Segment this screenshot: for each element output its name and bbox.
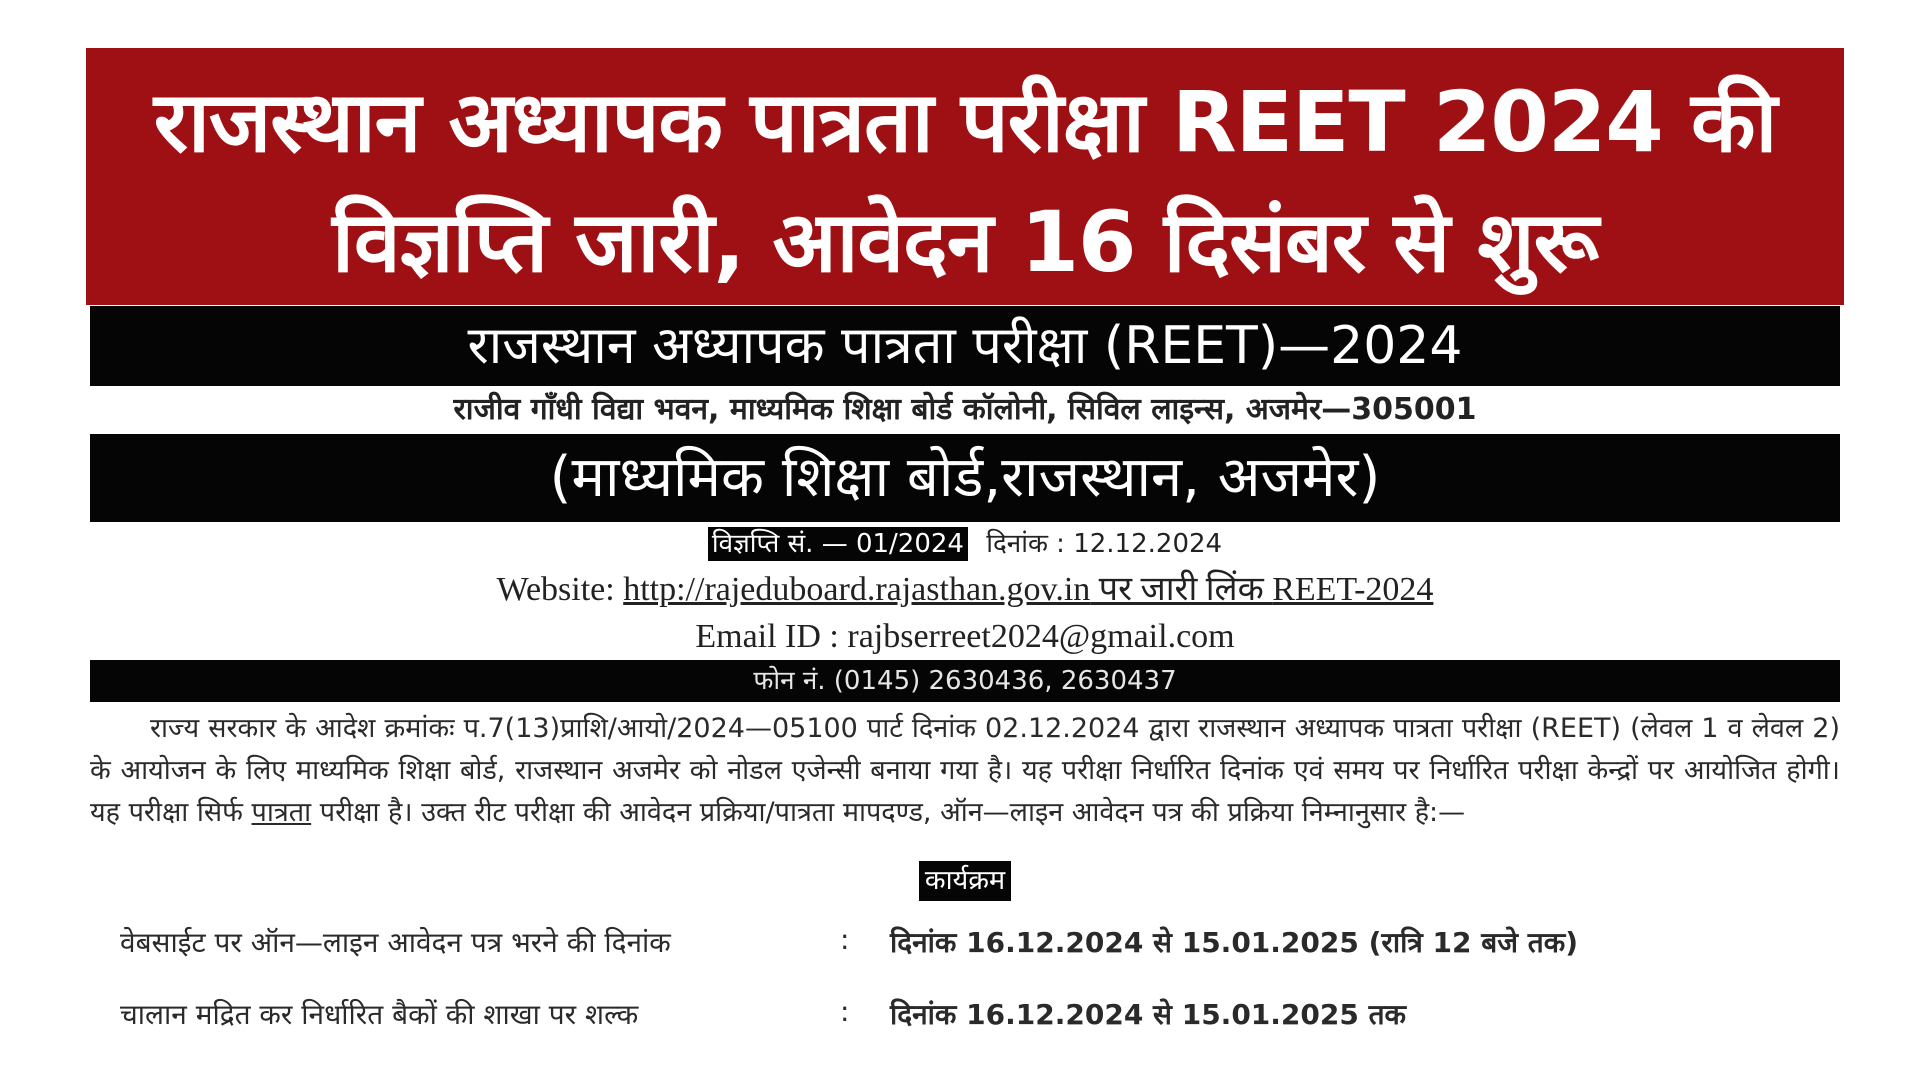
headline-banner: [86, 48, 1844, 305]
website-prefix: Website:: [496, 571, 624, 608]
headline-line-2: विज्ञप्ति जारी, आवेदन 16 दिसंबर से शुरू: [332, 193, 1598, 291]
exam-title-bar: राजस्थान अध्यापक पात्रता परीक्षा (REET)—2024: [90, 306, 1840, 386]
notice-number: विज्ञप्ति सं. — 01/2024: [708, 527, 968, 561]
website-suffix-link: REET-2024: [1272, 571, 1434, 608]
notification-document: [90, 306, 1840, 1049]
program-heading: कार्यक्रम: [919, 861, 1011, 901]
website-url: http://rajeduboard.rajasthan.gov.in: [623, 571, 1091, 608]
schedule-value: दिनांक 16.12.2024 से 15.01.2025 तक: [890, 998, 1407, 1031]
website-suffix-plain: पर जारी लिंक: [1090, 571, 1273, 608]
schedule-row: [90, 977, 1840, 1049]
board-name-bar: (माध्यमिक शिक्षा बोर्ड,राजस्थान, अजमेर): [90, 434, 1840, 522]
board-address: राजीव गाँधी विद्या भवन, माध्यमिक शिक्षा बोर्ड कॉलोनी, सिविल लाइन्स, अजमेर—305001: [453, 392, 1477, 427]
schedule-label: चालान मद्रित कर निर्धारित बैकों की शाखा पर शल्क: [120, 998, 639, 1031]
paragraph-part-2: परीक्षा है। उक्त रीट परीक्षा की आवेदन प्रक्रिया/पात्रता मापदण्ड, ऑन—लाइन आवेदन पत्र की प्रक्रिया निम्नानुसार है:—: [311, 797, 1466, 828]
schedule-label: वेबसाईट पर ऑन—लाइन आवेदन पत्र भरने की दिनांक: [120, 926, 671, 959]
paragraph-underlined: पात्रता: [251, 797, 312, 828]
notice-date: दिनांक : 12.12.2024: [986, 529, 1223, 559]
schedule-colon: :: [840, 923, 850, 956]
notice-reference: [90, 522, 1840, 566]
schedule-colon: :: [840, 995, 850, 1028]
schedule-row: [90, 905, 1840, 977]
schedule-value: दिनांक 16.12.2024 से 15.01.2025 (रात्रि 12 बजे तक): [890, 926, 1579, 959]
paragraph-part-1: राज्य सरकार के आदेश क्रमांकः प.7(13)प्राशि/आयो/2024—05100 पार्ट दिनांक 02.12.2024 द्वारा राजस्थान अध्यापक पात्रता परीक्षा (REET) (लेवल 1 व लेवल 2) के आयोजन के लिए माध्यमिक शिक्षा बोर्ड, राजस्थान अजमेर को नोडल एजेन्सी बनाया गया है। यह परीक्षा निर्धारित दिनांक एवं समय पर निर्धारित परीक्षा केन्द्रों पर आयोजित होगी। यह परीक्षा सिर्फ: [90, 713, 1840, 828]
email-line: Email ID : rajbserreet2024@gmail.com: [695, 618, 1235, 655]
program-heading-wrap: [90, 861, 1840, 905]
website-link[interactable]: [623, 571, 1433, 608]
headline-line-1: राजस्थान अध्यापक पात्रता परीक्षा REET 2024 की: [153, 73, 1777, 171]
website-line: [90, 566, 1840, 614]
phone-bar: फोन नं. (0145) 2630436, 2630437: [90, 660, 1840, 702]
intro-paragraph: [90, 708, 1840, 834]
